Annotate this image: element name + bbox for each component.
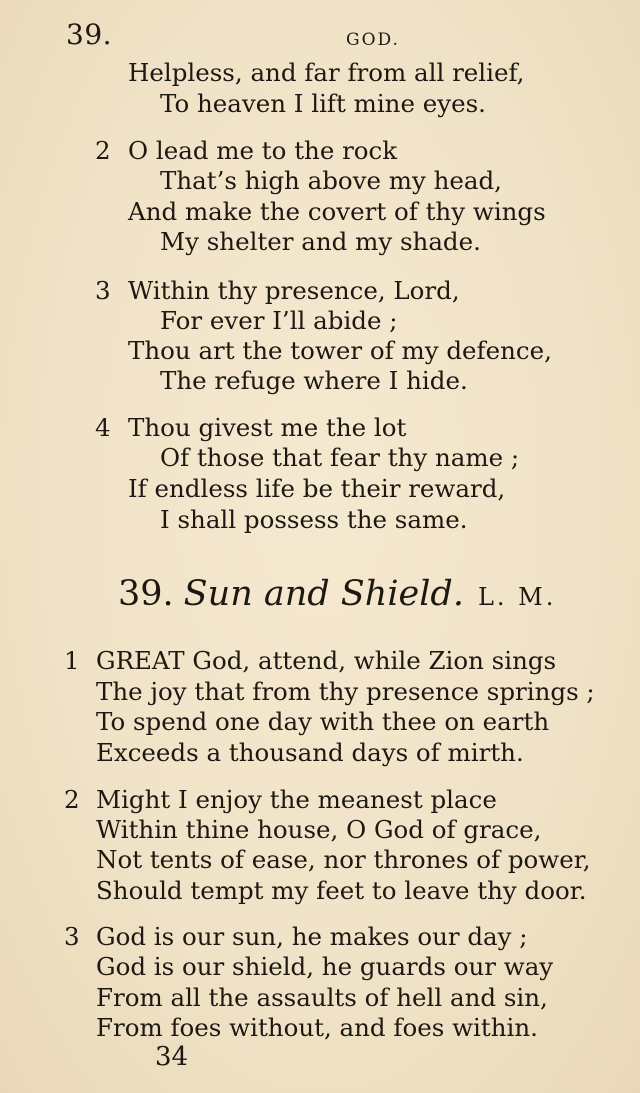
hymn-line: The refuge where I hide. <box>160 366 468 395</box>
hymn-line: If endless life be their reward, <box>128 474 506 503</box>
hymn-line: That’s high above my head, <box>160 166 502 195</box>
hymn-line: To heaven I lift mine eyes. <box>160 89 486 118</box>
hymn-line: Within thy presence, Lord, <box>128 276 460 305</box>
hymn-line: For ever I’ll abide ; <box>160 306 398 335</box>
hymn-line: Thou art the tower of my defence, <box>128 336 552 365</box>
hymn-line: God is our shield, he guards our way <box>96 952 554 981</box>
hymn-line: Might I enjoy the meanest place <box>96 785 497 814</box>
hymn-meter: L. M. <box>477 583 557 611</box>
hymn-line: Within thine house, O God of grace, <box>96 815 542 844</box>
hymn-line: I shall possess the same. <box>160 505 468 534</box>
verse-number: 4 <box>95 413 111 442</box>
hymn-line: God is our sun, he makes our day ; <box>96 922 528 951</box>
hymn-line: Helpless, and far from all relief, <box>128 58 525 87</box>
hymn-line: Exceeds a thousand days of mirth. <box>96 738 524 767</box>
hymn-number: 39. <box>118 574 174 614</box>
page-number: 39. <box>66 18 113 51</box>
hymn-heading <box>118 574 556 614</box>
hymn-line: From all the assaults of hell and sin, <box>96 983 548 1012</box>
hymn-line: And make the covert of thy wings <box>128 197 546 226</box>
hymn-line: Thou givest me the lot <box>128 413 407 442</box>
hymn-line: GREAT God, attend, while Zion sings <box>96 646 557 675</box>
hymn-line: My shelter and my shade. <box>160 227 481 256</box>
hymn-line: Should tempt my feet to leave thy door. <box>96 876 587 905</box>
verse-number: 2 <box>64 785 80 814</box>
hymn-line: O lead me to the rock <box>128 136 398 165</box>
verse-number: 1 <box>64 646 80 675</box>
hymn-line: The joy that from thy presence springs ; <box>96 677 595 706</box>
hymn-line: To spend one day with thee on earth <box>96 707 550 736</box>
hymn-title: Sun and Shield. <box>183 574 464 614</box>
hymn-line: Of those that fear thy name ; <box>160 443 520 472</box>
verse-number: 3 <box>95 276 111 305</box>
hymn-line: From foes without, and foes within. <box>96 1013 538 1042</box>
verse-number: 2 <box>95 136 111 165</box>
hymn-line: Not tents of ease, nor thrones of power, <box>96 845 591 874</box>
folio-number: 34 <box>155 1042 189 1072</box>
running-title: GOD. <box>346 30 400 50</box>
verse-number: 3 <box>64 922 80 951</box>
